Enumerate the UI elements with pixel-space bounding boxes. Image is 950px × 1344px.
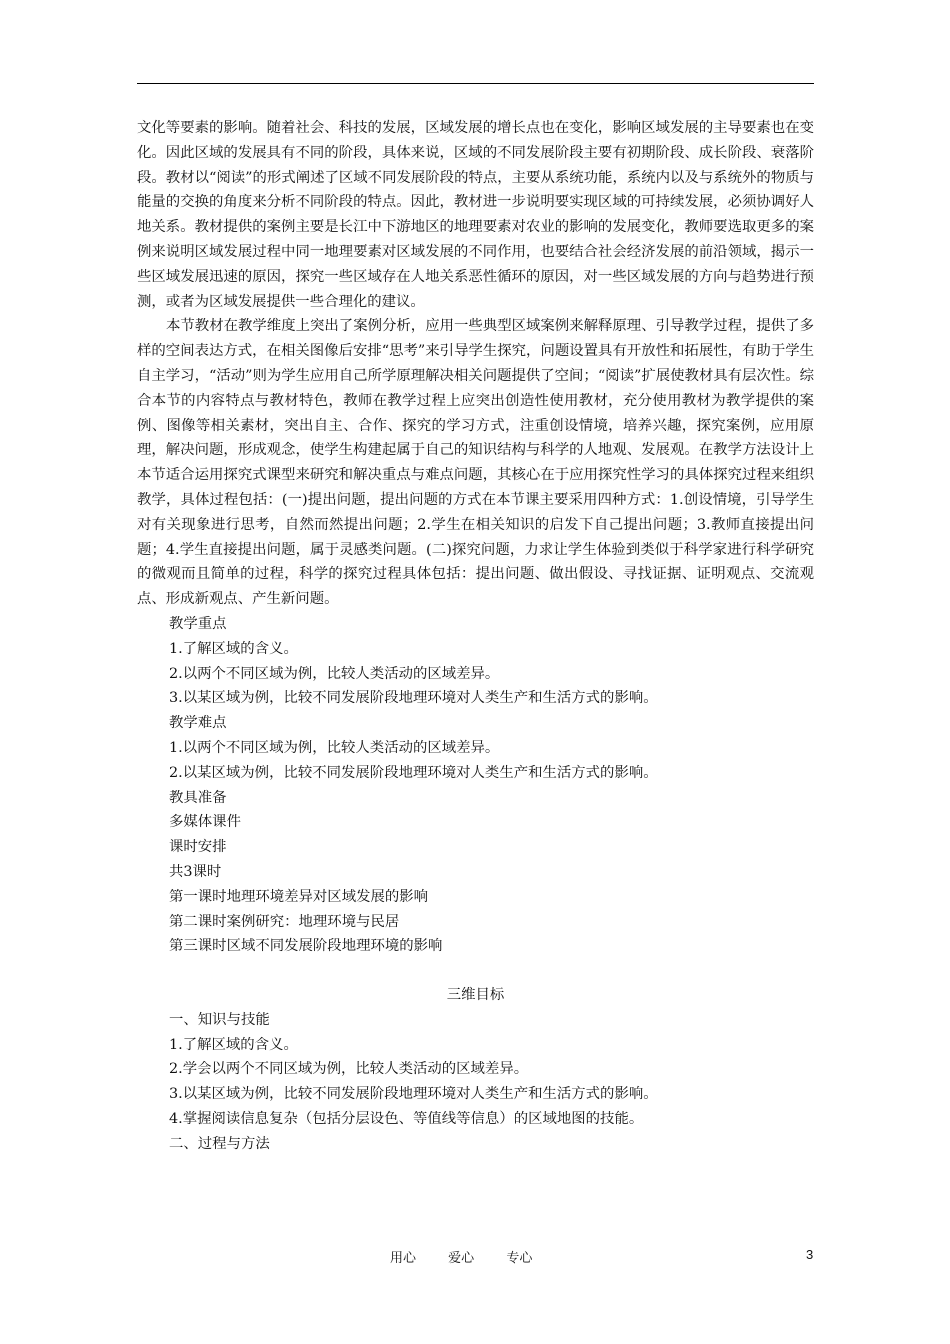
objective-item: 4.掌握阅读信息复杂（包括分层设色、等值线等信息）的区域地图的技能。 [169, 1111, 644, 1128]
schedule-item: 第二课时案例研究：地理环境与民居 [169, 913, 400, 930]
key-points-heading: 教学重点 [169, 615, 227, 632]
page-number: 3 [806, 1247, 814, 1262]
key-point-item: 3.以某区域为例，比较不同发展阶段地理环境对人类生产和生活方式的影响。 [169, 690, 658, 707]
schedule-total: 共3课时 [169, 863, 222, 880]
key-point-item: 2.以两个不同区域为例，比较人类活动的区域差异。 [169, 665, 500, 682]
header-rule [137, 83, 814, 84]
difficult-point-item: 2.以某区域为例，比较不同发展阶段地理环境对人类生产和生活方式的影响。 [169, 764, 658, 781]
page-footer [0, 1247, 950, 1269]
footer-motto-word: 用心 [390, 1251, 417, 1266]
objectives-section-heading: 一、知识与技能 [169, 1011, 270, 1028]
objective-item: 2.学会以两个不同区域为例，比较人类活动的区域差异。 [169, 1061, 529, 1078]
objective-item: 3.以某区域为例，比较不同发展阶段地理环境对人类生产和生活方式的影响。 [169, 1086, 658, 1103]
schedule-item: 第一课时地理环境差异对区域发展的影响 [169, 888, 429, 905]
objective-item: 1.了解区域的含义。 [169, 1036, 298, 1053]
objectives-title: 三维目标 [446, 987, 505, 1004]
materials-heading: 教具准备 [169, 789, 227, 806]
key-point-item: 1.了解区域的含义。 [169, 640, 298, 657]
body-paragraph-1: 文化等要素的影响。随着社会、科技的发展，区域发展的增长点也在变化，影响区域发展的主导要素也在变化。因此区域的发展具有不同的阶段，具体来说，区域的不同发展阶段主要有初期阶段、成长阶段、衰落阶段。教材以“阅读”的形式阐述了区域不同发展阶段的特点，主要从系统功能，系统内以及与系统外的物质与能量的交换的角度来分析不同阶段的特点。因此，教材进一步说明要实现区域的可持续发展，必须协调好人地关系。教材提供的案例主要是长江中下游地区的地理要素对农业的影响的发展变化，教师要选取更多的案例来说明区域发展过程中同一地理要素对区域发展的不同作用，也要结合社会经济发展的前沿领域，揭示一些区域发展迅速的原因，探究一些区域存在人地关系恶性循环的原因，对一些区域发展的方向与趋势进行预测，或者为区域发展提供一些合理化的建议。 [137, 120, 814, 310]
footer-motto-word: 爱心 [448, 1251, 475, 1266]
body-paragraph-2: 本节教材在教学维度上突出了案例分析，应用一些典型区域案例来解释原理、引导教学过程，提供了多样的空间表达方式，在相关图像后安排“思考”来引导学生探究，问题设置具有开放性和拓展性，有助于学生自主学习，“活动”则为学生应用自己所学原理解决相关问题提供了空间；“阅读”扩展使教材具有层次性。综合本节的内容特点与教材特色，教师在教学过程上应突出创造性使用教材，充分使用教材为教学提供的案例、图像等相关素材，突出自主、合作、探究的学习方式，注重创设情境，培养兴趣，探究案例，应用原理，解决问题，形成观念，使学生构建起属于自己的知识结构与科学的人地观、发展观。在教学方法设计上本节适合运用探究式课型来研究和解决重点与难点问题，其核心在于应用探究性学习的具体探究过程来组织教学，具体过程包括：(一)提出问题，提出问题的方式在本节课主要采用四种方式：1.创设情境，引导学生对有关现象进行思考，自然而然提出问题；2.学生在相关知识的启发下自己提出问题；3.教师直接提出问题；4.学生直接提出问题，属于灵感类问题。(二)探究问题，力求让学生体验到类似于科学家进行科学研究的微观而且简单的过程，科学的探究过程具体包括：提出问题、做出假设、寻找证据、证明观点、交流观点、形成新观点、产生新问题。 [137, 318, 815, 608]
schedule-heading: 课时安排 [169, 839, 227, 856]
section-gap [137, 959, 814, 983]
difficult-points-heading: 教学难点 [169, 715, 227, 732]
materials-value: 多媒体课件 [169, 814, 241, 831]
footer-motto [390, 1247, 560, 1266]
schedule-item: 第三课时区域不同发展阶段地理环境的影响 [169, 938, 443, 955]
page-content [137, 116, 814, 1157]
objectives-section-heading: 二、过程与方法 [169, 1135, 270, 1152]
footer-motto-word: 专心 [506, 1251, 533, 1266]
difficult-point-item: 1.以两个不同区域为例，比较人类活动的区域差异。 [169, 739, 500, 756]
